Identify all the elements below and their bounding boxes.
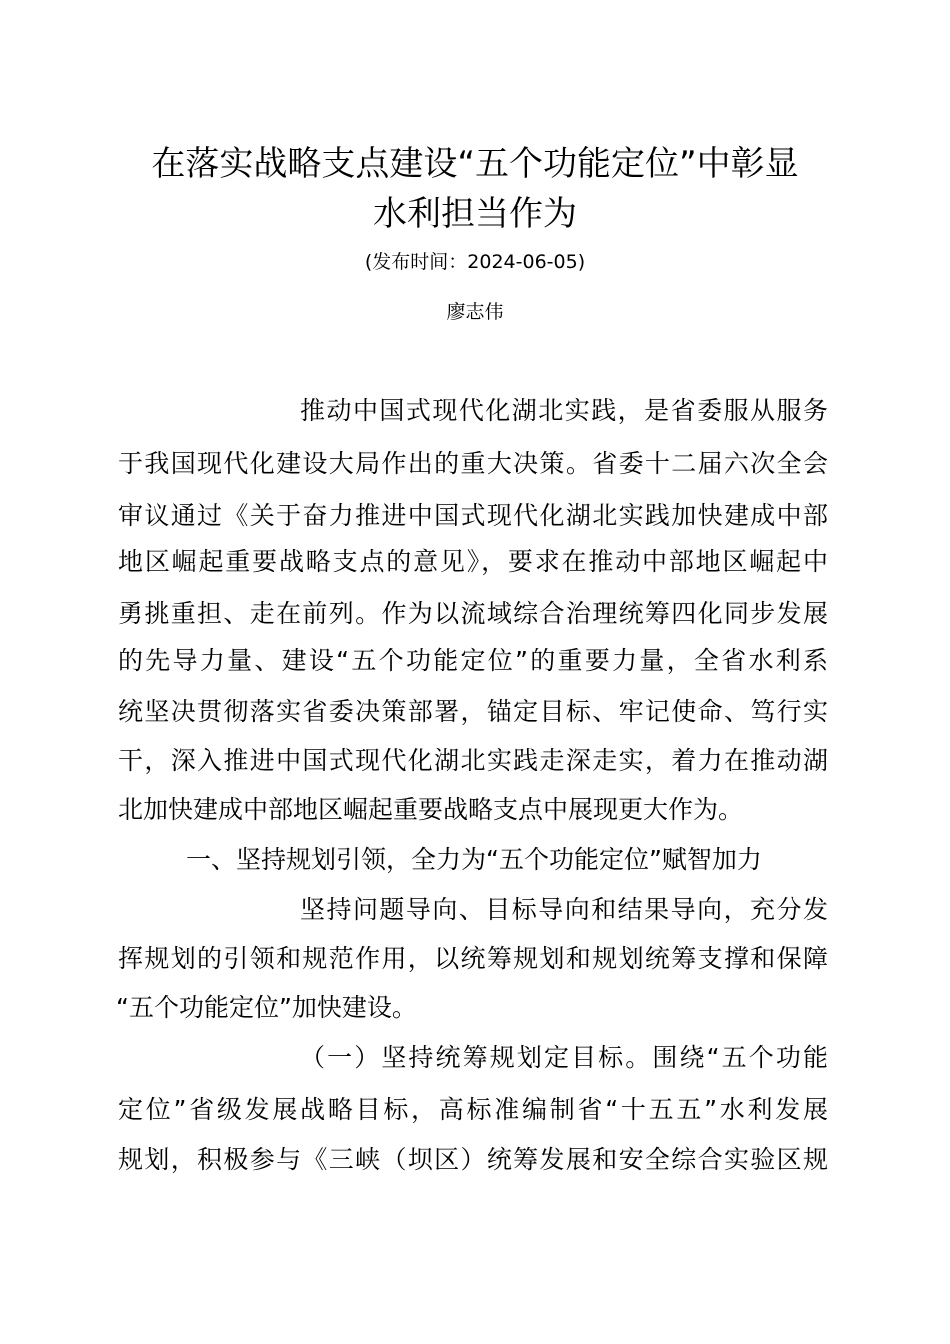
paragraph-line: 北加快建成中部地区崛起重要战略支点中展现更大作为。 <box>118 795 744 824</box>
paragraph-line: 地区崛起重要战略支点的意见》，要求在推动中部地区崛起中 <box>118 547 828 576</box>
section-heading: 一、坚持规划引领，全力为“五个功能定位”赋智加力 <box>186 845 762 874</box>
paragraph-line: 挥规划的引领和规范作用，以统筹规划和规划统筹支撑和保障 <box>118 944 828 973</box>
paragraph-line: 的先导力量、建设“五个功能定位”的重要力量，全省水利系 <box>118 646 828 675</box>
paragraph-line: 推动中国式现代化湖北实践，是省委服从服务 <box>300 396 828 425</box>
paragraph-line: 坚持问题导向、目标导向和结果导向，充分发 <box>300 895 828 924</box>
paragraph-line: （一）坚持统筹规划定目标。围绕“五个功能 <box>300 1043 828 1072</box>
article-title-line-1: 在落实战略支点建设“五个功能定位”中彰显 <box>151 144 799 184</box>
paragraph-line: 定位”省级发展战略目标，高标准编制省“十五五”水利发展 <box>118 1095 828 1124</box>
paragraph-line: “五个功能定位”加快建设。 <box>116 993 417 1022</box>
author-name: 廖志伟 <box>446 301 504 323</box>
paragraph-line: 干，深入推进中国式现代化湖北实践走深走实，着力在推动湖 <box>118 746 828 775</box>
publish-time: (发布时间：2024-06-05) <box>364 251 586 273</box>
paragraph-line: 统坚决贯彻落实省委决策部署，锚定目标、牢记使命、笃行实 <box>118 697 828 726</box>
paragraph-line: 规划，积极参与《三峡（坝区）统筹发展和安全综合实验区规 <box>118 1145 828 1174</box>
paragraph-line: 勇挑重担、走在前列。作为以流域综合治理统筹四化同步发展 <box>118 599 828 628</box>
article-title-line-2: 水利担当作为 <box>373 194 577 234</box>
paragraph-line: 于我国现代化建设大局作出的重大决策。省委十二届六次全会 <box>118 449 828 478</box>
paragraph-line: 审议通过《关于奋力推进中国式现代化湖北实践加快建成中部 <box>118 501 828 530</box>
